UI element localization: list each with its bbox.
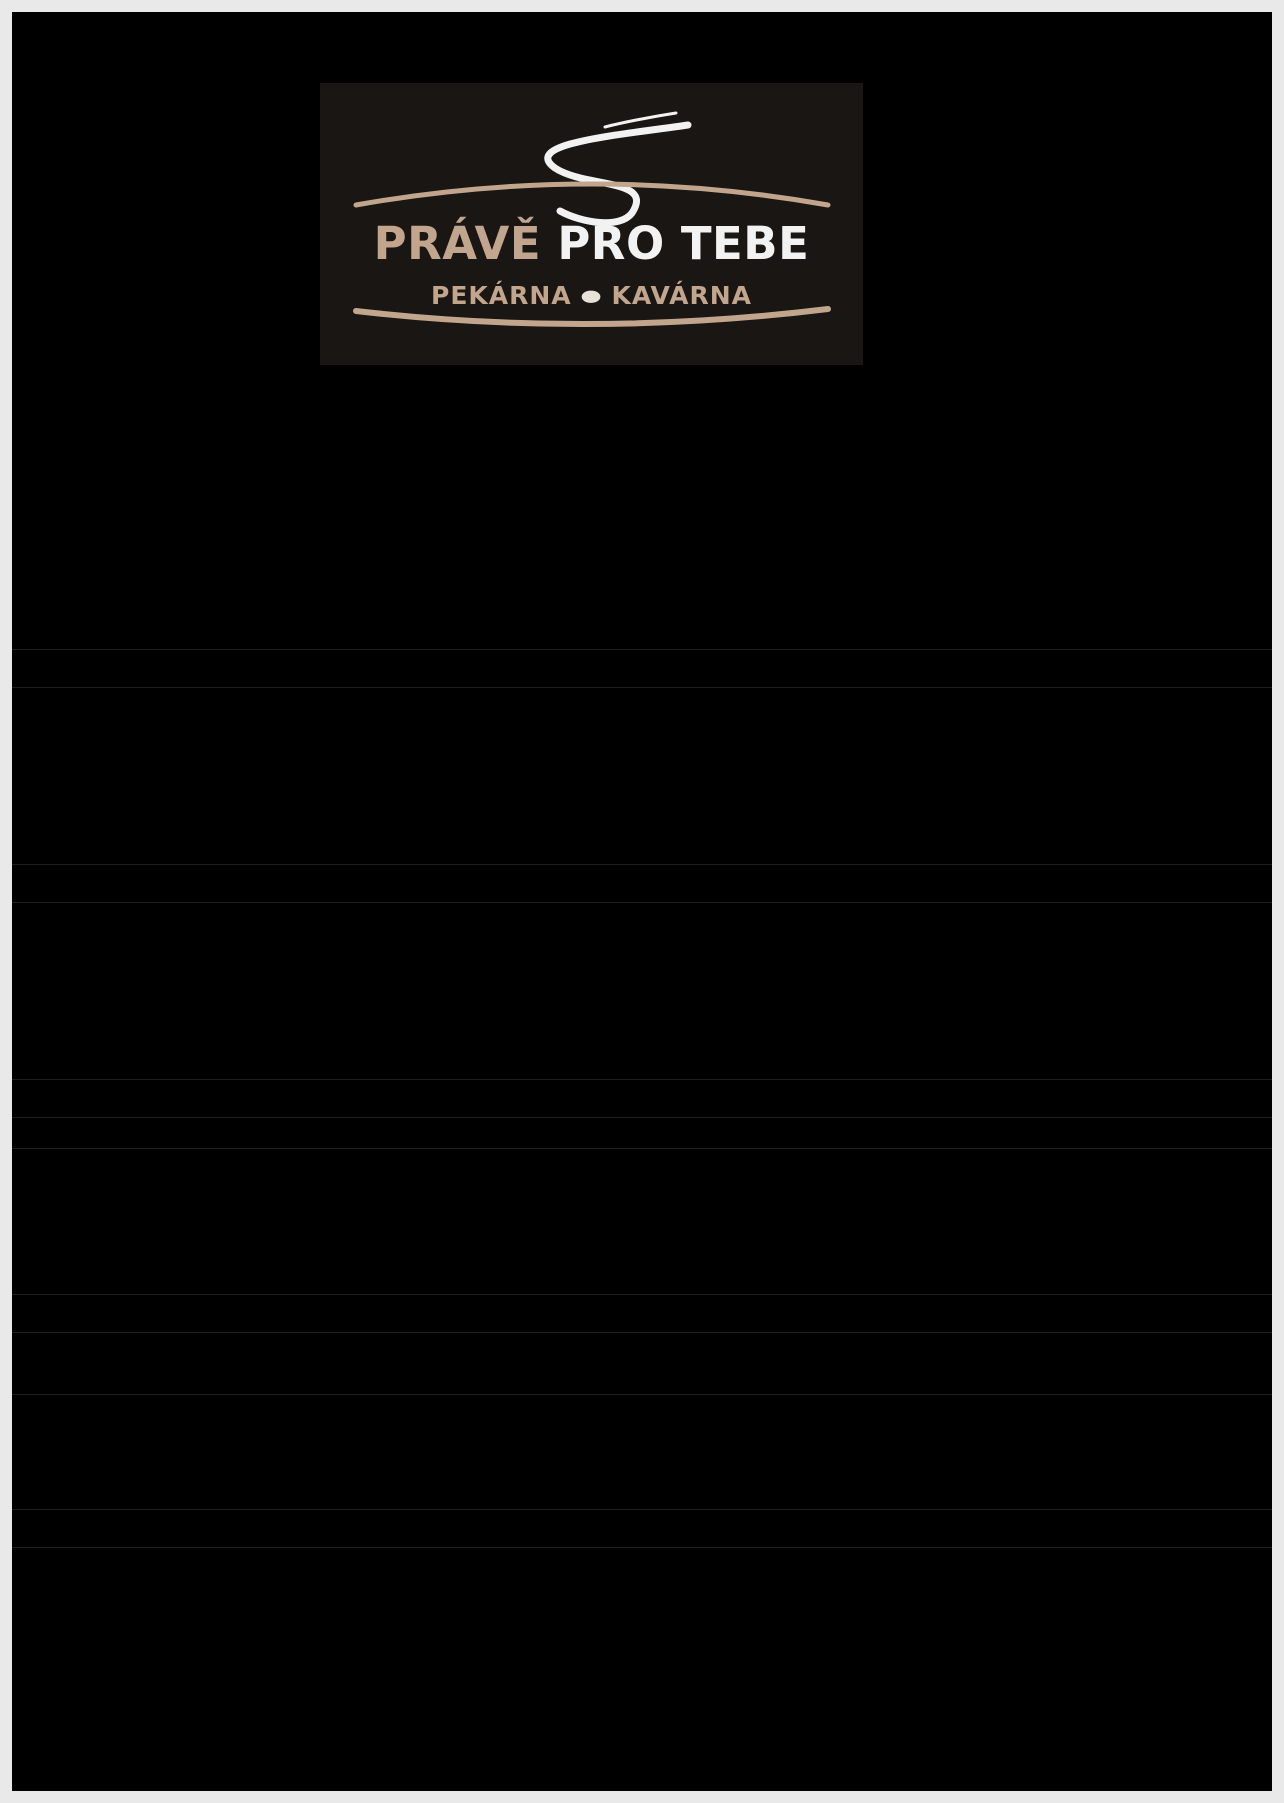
- logo-name: [320, 217, 863, 270]
- logo-sub-part1: PEKÁRNA: [431, 281, 572, 310]
- main-label: Hlavní jídlo:: [61, 907, 175, 929]
- soup-label: Polévka:: [61, 654, 144, 676]
- main-label: Hlavní jídlo:: [61, 692, 175, 714]
- main-row-1: [12, 1332, 1272, 1364]
- main-dish-2: Lasagne bolognes: [566, 722, 742, 744]
- soup-label: Polévka:: [61, 1514, 144, 1536]
- soup-label: Polévka:: [61, 1084, 144, 1106]
- soup-price: 35,-: [1157, 1514, 1192, 1536]
- day-heading-thursday: Čtvrtek 23. 2. 2023: [544, 1257, 740, 1280]
- main-price-1: 125,-: [1146, 1122, 1192, 1144]
- main-row-1: [12, 902, 1272, 934]
- soup-row: [12, 649, 1272, 681]
- logo-name-part2: PRO TEBE: [557, 217, 810, 270]
- main-label: Hlavní jídlo:: [61, 1337, 175, 1359]
- main-price-1: 125,-: [1146, 1337, 1192, 1359]
- soup-name: Kulajda: [617, 1299, 691, 1321]
- day-heading-monday: Pondělí 20. 2. 2023: [545, 612, 739, 635]
- main-dish-1: Karbanátek s bramborami (tatarská omáčka): [442, 1552, 866, 1574]
- soup-row: [12, 1294, 1272, 1326]
- main-row-2: [12, 1578, 1272, 1609]
- main-row-2: [12, 718, 1272, 749]
- main-row-2: [12, 933, 1272, 964]
- main-dish-1: Rajská omáčka s masem (HK, těstoviny): [462, 1122, 846, 1144]
- date-range: 20. 2. 2023 - 24. 2. 2023: [464, 500, 820, 535]
- main-dish-2: Vepřové na žampionech s jasmínovou rýží: [453, 1582, 855, 1604]
- soup-price: 35,-: [1157, 654, 1192, 676]
- page-subtitle: PEKÁRNA - KAVÁRNA "PRÁVĚ PRO TEBE", OKRUŽNÍ 385, FRÝDLANT: [281, 453, 1003, 478]
- logo-subtitle: [320, 281, 863, 310]
- main-price-1: 125,-: [1146, 692, 1192, 714]
- main-row-2: [12, 1363, 1272, 1394]
- main-row-2: [12, 1148, 1272, 1180]
- soup-name: Čočková polévka s uzeninou: [517, 869, 791, 891]
- soup-row: [12, 1509, 1272, 1541]
- main-price-2: 125,-: [1146, 722, 1192, 744]
- main-price-2: 125,-: [1146, 1367, 1192, 1389]
- soup-row: [12, 864, 1272, 896]
- main-dish-1: Kuřecí řízek s bramborovým salátem: [479, 692, 829, 714]
- soup-price: 35,-: [1157, 1299, 1192, 1321]
- main-dish-2: Moravský vrabec s bramborovým knedlíkem a zelím: [407, 1367, 901, 1389]
- coffee-steam-icon: [548, 125, 688, 223]
- main-row-1: [12, 687, 1272, 719]
- soup-price: 35,-: [1157, 869, 1192, 891]
- main-price-2: 125,-: [1146, 1582, 1192, 1604]
- main-label: Hlavní jídlo:: [61, 1552, 175, 1574]
- soup-name: Dršťková polévka: [569, 1514, 739, 1536]
- coffee-bean-icon: ⬬: [581, 285, 602, 310]
- main-price-2: 125,-: [1146, 1153, 1192, 1175]
- main-dish-2: Bramborové šišky s mákem: [521, 1153, 787, 1175]
- main-price-1: 125,-: [1146, 907, 1192, 929]
- main-price-2: 125,-: [1146, 937, 1192, 959]
- main-label: Hlavní jídlo:: [61, 1122, 175, 1144]
- main-dish-1: Holandský řízek s bramborami (tatarská omáčka): [421, 1337, 887, 1359]
- soup-name: Frankfurtská polévka s bramborem a párkem: [440, 1084, 868, 1106]
- main-row-1: [12, 1117, 1272, 1149]
- soup-label: Polévka:: [61, 1299, 144, 1321]
- logo: [320, 83, 863, 365]
- soup-name: Gulášová polévka: [568, 654, 740, 676]
- soup-row: [12, 1079, 1272, 1111]
- day-heading-wednesday: Středa 22. 2. 2023: [548, 1042, 736, 1065]
- soup-label: Polévka:: [61, 869, 144, 891]
- soup-price: 35,-: [1157, 1084, 1192, 1106]
- main-price-1: 125,-: [1146, 1552, 1192, 1574]
- logo-sub-part2: KAVÁRNA: [611, 281, 752, 310]
- row-divider: [12, 1394, 1272, 1395]
- main-dish-2: Smažený květák s bramborami (tatarská omáčka): [419, 937, 888, 959]
- logo-name-part1: PRÁVĚ: [373, 217, 542, 270]
- day-heading-friday: Pátek 24. 2. 2023: [552, 1472, 732, 1495]
- main-row-1: [12, 1547, 1272, 1579]
- page-title: OBĚDOVÉ MENU: [458, 388, 826, 437]
- saucer-arc: [356, 309, 828, 324]
- day-heading-tuesday: Úterý 21. 2. 2023: [553, 827, 731, 850]
- main-dish-1: Kuřecí řezanka s rýží: [554, 907, 754, 929]
- upper-arc: [356, 184, 828, 205]
